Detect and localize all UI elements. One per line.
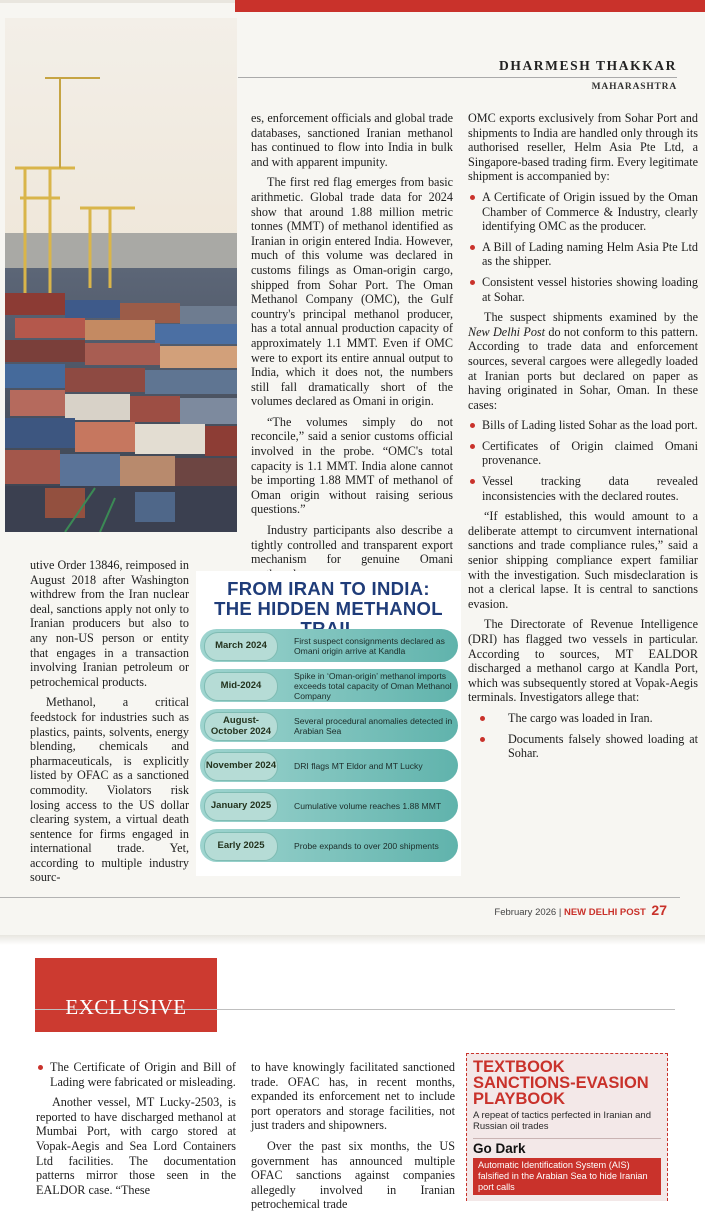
bullet-list: [36, 1060, 236, 1089]
sidebar-subtitle: A repeat of tactics perfected in Iranian and Russian oil trades: [473, 1110, 651, 1132]
timeline-event: First suspect consignments declared as Omani origin arrive at Kandla: [294, 635, 445, 656]
exclusive-label: EXCLUSIVE: [65, 995, 187, 1019]
paragraph: “If established, this would amount to a deliberate attempt to circumvent international sanctions and trade compliance rules,” said a senior shipping compliance expert familiar with the investigation. Such misdeclaration is not a clerical lapse. It is central to sanctions evasion.: [468, 509, 698, 611]
footer-publication: NEW DELHI POST: [563, 907, 646, 918]
top-accent-bar: [235, 0, 705, 12]
timeline-date: August-October 2024: [204, 712, 278, 741]
top-rule: [0, 0, 235, 3]
article-column-middle-p2: [251, 1060, 455, 1218]
timeline-date: March 2024: [204, 632, 278, 661]
paragraph: Industry participants also describe a tightly controlled and transparent export mechanism for genuine Omani: [251, 523, 453, 567]
article-column-middle: [251, 111, 453, 587]
timeline-date: November 2024: [204, 752, 278, 781]
article-column-left-p2: [36, 1060, 236, 1203]
list-item: Documents falsely showed loading at Sohar.: [468, 732, 698, 761]
page-footer: [494, 902, 667, 918]
infographic-title-line: FROM IRAN TO INDIA:: [227, 578, 430, 599]
bullet-list: [468, 711, 698, 761]
sidebar-title: TEXTBOOK SANCTIONS-EVASION PLAYBOOK: [473, 1058, 649, 1108]
footer-separator: |: [558, 907, 562, 918]
article-column-right: [468, 111, 698, 767]
timeline-row: [200, 829, 458, 862]
paragraph: Over the past six months, the US government has announced multiple OFAC sanctions against companies allegedly involved in Iranian petrochemical trade: [251, 1138, 455, 1212]
timeline-date: January 2025: [204, 792, 278, 821]
paragraph: OMC exports exclusively from Sohar Port and shipments to India are handled only through its authorised reseller, Helm Asia Pte Ltd, a Singapore-based trading firm. Every legitimate shipment is accompanied by:: [468, 111, 698, 184]
paragraph: to have knowingly facilitated sanctioned trade. OFAC has, in recent months, expanded its enforcement net to include port operators and storage facilities, not just traders and shipowners.: [251, 1060, 455, 1133]
list-item: Vessel tracking data revealed inconsistencies with the declared routes.: [468, 474, 698, 503]
footer-date: February 2026: [494, 907, 557, 918]
article-column-left: [30, 558, 189, 891]
timeline-event: Probe expands to over 200 shipments: [294, 840, 439, 851]
timeline-date: Mid-2024: [204, 672, 278, 701]
timeline-row: [200, 789, 458, 822]
timeline-row: [200, 629, 458, 662]
port-container-photo: [5, 18, 237, 532]
timeline-row: [200, 749, 458, 782]
paragraph: es, enforcement officials and global trade databases, sanctioned Iranian methanol has continued to flow into India in bulk and with apparent impunity.: [251, 111, 453, 169]
sanctions-playbook-sidebar: [466, 1053, 668, 1201]
timeline-event: Cumulative volume reaches 1.88 MMT: [294, 800, 442, 811]
paragraph-text: The suspect shipments examined by the: [484, 310, 698, 325]
page-number: 27: [651, 902, 667, 918]
publication-name: New Delhi Post: [468, 324, 546, 339]
byline-divider: [238, 77, 677, 78]
bullet-list: [468, 190, 698, 304]
paragraph: Another vessel, MT Lucky-2503, is reported to have discharged methanol at Mumbai Port, with cargo stored at Vopak-Aegis and Sea Lord Containers Ltd facilities. The documentation patterns mirror those seen in the EALDOR case. “These: [36, 1095, 236, 1197]
list-item: Consistent vessel histories showing loading at Sohar.: [468, 275, 698, 304]
timeline-row: [200, 669, 458, 702]
footer-rule: [0, 897, 680, 898]
author-name: DHARMESH THAKKAR: [499, 58, 677, 73]
bullet-list: [468, 418, 698, 503]
paragraph: The Directorate of Revenue Intelligence (DRI) has flagged two vessels in particular. According to sources, MT EALDOR discharged a methanol cargo at Kandla Port, which was subsequently stored at Vopak-Aegis terminals. Investigators allege that:: [468, 617, 698, 705]
list-item: Certificates of Origin claimed Omani provenance.: [468, 439, 698, 468]
paragraph: Methanol, a critical feedstock for industries such as plastics, paints, solvents, energy blending, chemicals and pharmaceuticals, is explicitly listed by OFAC as a sanctioned commodity. Violators risk losing access to the US dollar clearing system, a virtual death sentence for firms engaged in international trade. Yet, according to multiple industry sourc-: [30, 695, 189, 885]
sidebar-tactic-bar: Automatic Identification System (AIS) falsified in the Arabian Sea to hide Iranian port calls: [473, 1158, 661, 1195]
paragraph: “The volumes simply do not reconcile,” said a senior customs official involved in the probe. “OMC's total capacity is 1.1 MMT. India alone cannot be importing 1.88 MMT of methanol of Oman origin without raising serious questions.”: [251, 414, 453, 517]
timeline-row: [200, 709, 458, 742]
methanol-trail-infographic: [196, 571, 461, 876]
author-location: MAHARASHTRA: [591, 82, 677, 92]
paragraph: The first red flag emerges from basic arithmetic. Global trade data for 2024 show that around 1.88 million metric tonnes (MMT) of methanol identified as Iranian in origin entered India. However, much of this volume was declared in customs filings as Oman-origin cargo, shipped from Sohar Port. The Oman Methanol Company (OMC), the Gulf country's principal methanol producer, has a total annual production capacity of approximately 1.1 MMT. Even if OMC were to export its entire annual output to India, which it does not, the numbers still fall dramatically short of the volumes declared as Omani in origin.: [251, 175, 453, 409]
paragraph: [468, 310, 698, 412]
sidebar-heading: Go Dark: [473, 1138, 661, 1156]
list-item: The cargo was loaded in Iran.: [468, 711, 698, 726]
infographic-title-line: THE HIDDEN METHANOL: [214, 598, 443, 619]
paragraph-text: do not conform to this pattern. According to trade data and enforcement sources, several cargoes were allegedly loaded at Iranian ports but declared on paper as having originated in Sohar, Oman. In these cases:: [468, 324, 698, 412]
author-byline: [499, 58, 677, 92]
timeline-date: Early 2025: [204, 832, 278, 861]
list-item: Bills of Lading listed Sohar as the load port.: [468, 418, 698, 433]
timeline-event: Spike in ‘Oman-origin’ methanol imports exceeds total capacity of Oman Methanol Company: [294, 670, 452, 701]
timeline-event: DRI flags MT Eldor and MT Lucky: [294, 760, 423, 771]
list-item: The Certificate of Origin and Bill of Lading were fabricated or misleading.: [36, 1060, 236, 1089]
timeline-event: Several procedural anomalies detected in Arabian Sea: [294, 715, 453, 736]
paragraph: utive Order 13846, reimposed in August 2018 after Washington withdrew from the Iran nuclear deal, sanctions apply not only to Iranian producers but also to any non-US person or entity that engages in a transaction involving Iranian petroleum or petrochemical products.: [30, 558, 189, 689]
list-item: A Bill of Lading naming Helm Asia Pte Ltd as the shipper.: [468, 240, 698, 269]
page-edge-shadow: [0, 935, 705, 945]
list-item: A Certificate of Origin issued by the Oman Chamber of Commerce & Industry, clearly identifying OMC as the producer.: [468, 190, 698, 234]
